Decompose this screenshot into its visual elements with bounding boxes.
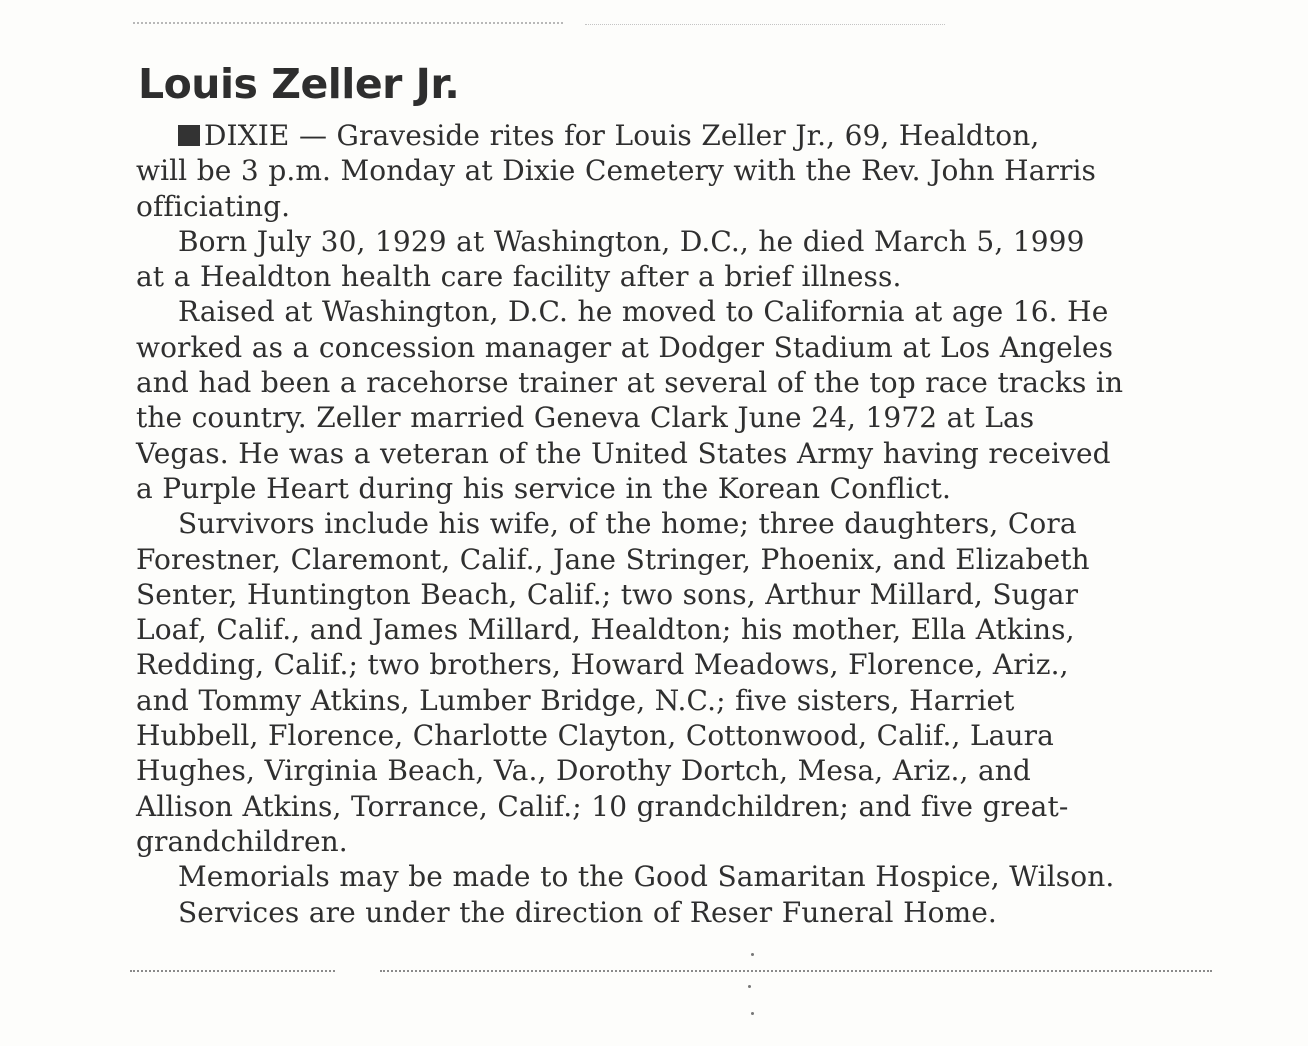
- story-line: Hubbell, Florence, Charlotte Clayton, Cottonwood, Calif., Laura: [136, 719, 1054, 753]
- story-line: grandchildren.: [136, 824, 348, 858]
- dateline-box-icon: [178, 125, 200, 146]
- story-line-text: DIXIE — Graveside rites for Louis Zeller Jr., 69, Healdton,: [204, 119, 1040, 152]
- bottom-rule: [130, 970, 335, 972]
- story-line: and Tommy Atkins, Lumber Bridge, N.C.; five sisters, Harriet: [136, 683, 1015, 717]
- print-speck: [751, 953, 754, 956]
- print-speck: [748, 985, 751, 988]
- story-line: Born July 30, 1929 at Washington, D.C., he died March 5, 1999: [178, 224, 1085, 258]
- story-line: Allison Atkins, Torrance, Calif.; 10 grandchildren; and five great-: [136, 789, 1069, 823]
- story-line: at a Healdton health care facility after a brief illness.: [136, 260, 902, 294]
- story-line: will be 3 p.m. Monday at Dixie Cemetery with the Rev. John Harris: [136, 154, 1096, 188]
- obituary-body: [136, 118, 1216, 930]
- story-line: Raised at Washington, D.C. he moved to California at age 16. He: [178, 295, 1109, 329]
- top-rule-right: [585, 24, 945, 25]
- bottom-rule-right: [380, 970, 1212, 972]
- story-line: Hughes, Virginia Beach, Va., Dorothy Dortch, Mesa, Ariz., and: [136, 754, 1031, 788]
- story-line: Senter, Huntington Beach, Calif.; two sons, Arthur Millard, Sugar: [136, 577, 1079, 611]
- headline: Louis Zeller Jr.: [138, 60, 460, 108]
- story-line: and had been a racehorse trainer at several of the top race tracks in: [136, 366, 1124, 400]
- story-line: Services are under the direction of Reser Funeral Home.: [178, 895, 997, 929]
- story-line: Survivors include his wife, of the home; three daughters, Cora: [178, 507, 1077, 541]
- story-line: a Purple Heart during his service in the Korean Conflict.: [136, 471, 951, 505]
- top-rule: [133, 22, 563, 24]
- story-line: the country. Zeller married Geneva Clark June 24, 1972 at Las: [136, 401, 1035, 435]
- print-speck: [751, 1012, 754, 1015]
- story-line: Forestner, Claremont, Calif., Jane Stringer, Phoenix, and Elizabeth: [136, 542, 1090, 576]
- story-line: worked as a concession manager at Dodger Stadium at Los Angeles: [136, 330, 1114, 364]
- story-line: officiating.: [136, 189, 291, 223]
- story-line: [136, 118, 1216, 153]
- story-line: Redding, Calif.; two brothers, Howard Meadows, Florence, Ariz.,: [136, 648, 1069, 682]
- story-line: Vegas. He was a veteran of the United States Army having received: [136, 436, 1111, 470]
- story-line: Memorials may be made to the Good Samaritan Hospice, Wilson.: [178, 860, 1115, 894]
- story-line: Loaf, Calif., and James Millard, Healdton; his mother, Ella Atkins,: [136, 613, 1075, 647]
